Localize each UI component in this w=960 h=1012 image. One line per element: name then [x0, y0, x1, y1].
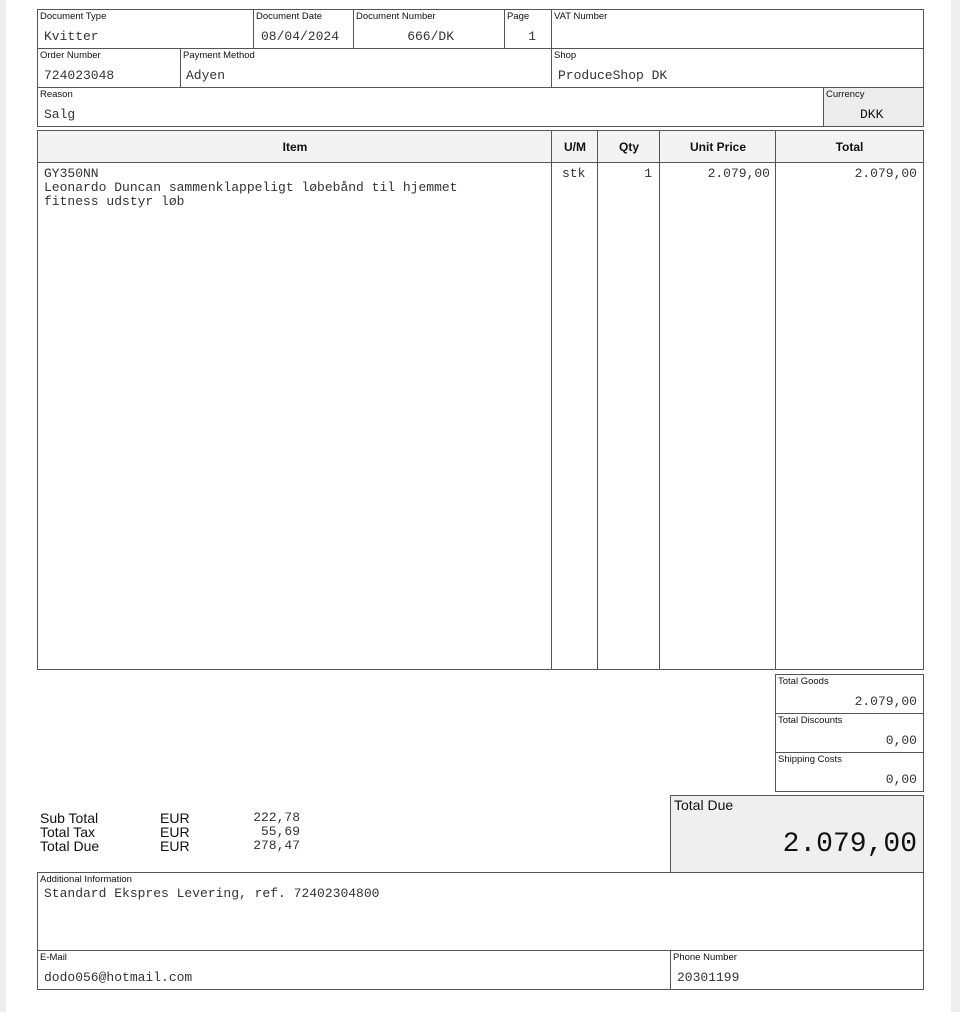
- column-header-um: U/M: [564, 139, 586, 154]
- total-tax-amount: 55,69: [260, 824, 300, 839]
- item-code: GY350NN: [44, 166, 99, 181]
- column-header-item: Item: [282, 139, 308, 154]
- order-number-value: 724023048: [44, 68, 115, 83]
- summary-row: [40, 825, 340, 839]
- sub-total-label: Sub Total: [40, 810, 99, 826]
- reason-field: [37, 87, 824, 127]
- currency-value: DKK: [860, 107, 884, 122]
- total-tax-label: Total Tax: [40, 824, 95, 840]
- summary-total-due-currency: EUR: [160, 838, 190, 854]
- payment-method-label: Payment Method: [183, 50, 255, 61]
- shop-label: Shop: [554, 50, 577, 61]
- total-due-label: Total Due: [674, 797, 734, 813]
- total-goods-field: [775, 674, 924, 714]
- phone-number-label: Phone Number: [673, 952, 737, 963]
- shipping-costs-value: 0,00: [885, 772, 917, 787]
- total-due-value: 2.079,00: [782, 829, 917, 860]
- total-goods-label: Total Goods: [778, 676, 829, 687]
- reason-label: Reason: [40, 89, 73, 100]
- payment-method-field: [180, 48, 552, 88]
- items-table-header: [38, 131, 923, 163]
- order-number-field: [37, 48, 181, 88]
- column-header-unit-price: Unit Price: [689, 139, 746, 154]
- vat-number-field: [551, 9, 924, 49]
- email-value: dodo056@hotmail.com: [44, 970, 193, 985]
- additional-information-value: Standard Ekspres Levering, ref. 72402304800: [44, 886, 380, 901]
- sub-total-amount: 222,78: [253, 810, 300, 825]
- summary-row: [40, 811, 340, 825]
- sub-total-currency: EUR: [160, 810, 190, 826]
- shipping-costs-field: [775, 752, 924, 792]
- total-discounts-field: [775, 713, 924, 753]
- shop-value: ProduceShop DK: [558, 68, 668, 83]
- item-unit-price: 2.079,00: [707, 166, 770, 181]
- item-total: 2.079,00: [854, 166, 917, 181]
- additional-information-label: Additional Information: [40, 874, 132, 885]
- shop-field: [551, 48, 924, 88]
- document-number-field: [353, 9, 505, 49]
- column-header-qty: Qty: [618, 139, 639, 154]
- email-field: [37, 950, 671, 990]
- currency-field: [823, 87, 924, 127]
- total-discounts-label: Total Discounts: [778, 715, 843, 726]
- phone-number-value: 20301199: [677, 970, 740, 985]
- page-label: Page: [507, 11, 530, 22]
- document-date-field: [253, 9, 354, 49]
- document-type-value: Kvitter: [44, 29, 99, 44]
- summary-row: [40, 839, 340, 853]
- items-table: [37, 130, 924, 670]
- additional-information-field: [37, 872, 924, 951]
- total-goods-value: 2.079,00: [854, 694, 917, 709]
- payment-method-value: Adyen: [186, 68, 226, 83]
- total-discounts-value: 0,00: [885, 733, 917, 748]
- document-type-field: [37, 9, 254, 49]
- email-label: E-Mail: [40, 952, 67, 963]
- item-description-line-2: fitness udstyr løb: [44, 194, 185, 209]
- table-row: [38, 167, 923, 217]
- document-date-value: 08/04/2024: [261, 29, 340, 44]
- document-number-value: 666/DK: [407, 29, 454, 44]
- order-number-label: Order Number: [40, 50, 101, 61]
- currency-label: Currency: [826, 89, 865, 100]
- item-qty: 1: [644, 166, 652, 181]
- vat-number-label: VAT Number: [554, 11, 608, 22]
- reason-value: Salg: [44, 107, 76, 122]
- summary-total-due-label: Total Due: [40, 838, 100, 854]
- column-header-total: Total: [835, 139, 864, 154]
- page-value: 1: [528, 29, 536, 44]
- summary-total-due-amount: 278,47: [253, 838, 300, 853]
- document-type-label: Document Type: [40, 11, 107, 22]
- item-description-line-1: Leonardo Duncan sammenklappeligt løbebånd til hjemmet: [44, 180, 458, 195]
- page-field: [504, 9, 552, 49]
- document-number-label: Document Number: [356, 11, 436, 22]
- total-due-box: [670, 795, 924, 873]
- document-date-label: Document Date: [256, 11, 323, 22]
- phone-number-field: [670, 950, 924, 990]
- item-um: stk: [562, 166, 586, 181]
- shipping-costs-label: Shipping Costs: [778, 754, 842, 765]
- summary-block: [40, 811, 340, 856]
- total-tax-currency: EUR: [160, 824, 190, 840]
